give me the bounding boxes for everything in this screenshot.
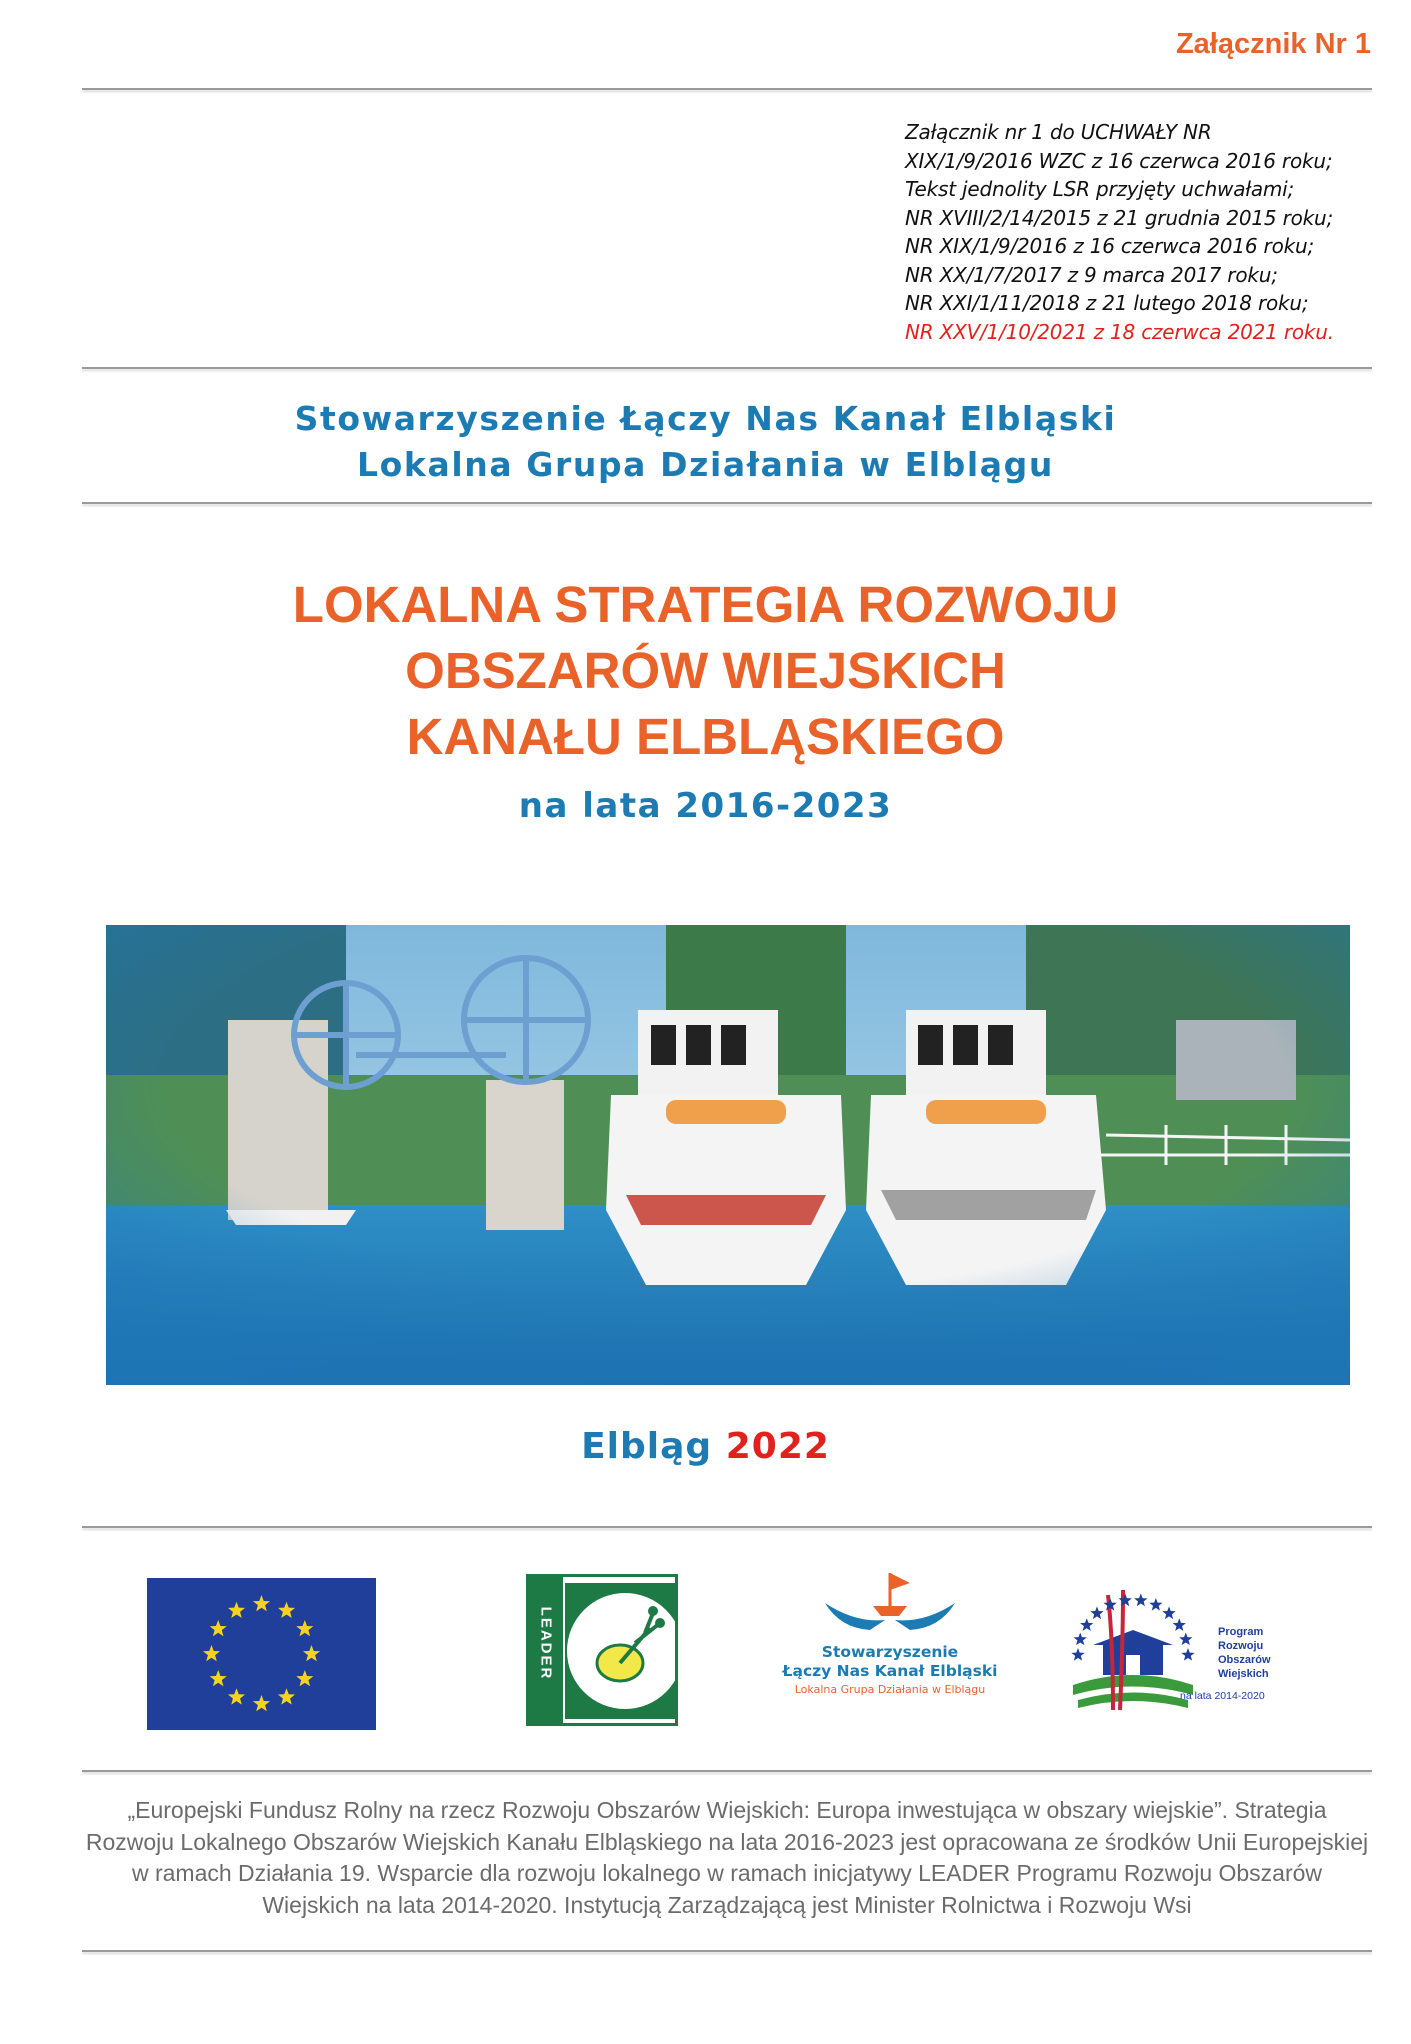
- document-subtitle: na lata 2016-2023: [518, 786, 893, 826]
- association-logo-line2: Łączy Nas Kanał Elbląski: [782, 1662, 998, 1680]
- divider-bottom: [82, 1950, 1372, 1952]
- prow-star-icon: [1181, 1648, 1194, 1661]
- association-logo: [770, 1568, 1010, 1728]
- divider: [82, 502, 1372, 504]
- association-lgd: Lokalna Grupa Działania w Elblągu: [357, 445, 1054, 484]
- association-logo-line3: Lokalna Grupa Działania w Elblągu: [794, 1683, 986, 1696]
- funding-notice: „Europejski Fundusz Rolny na rzecz Rozwoju Obszarów Wiejskich: Europa inwestująca w obszary wiejskie”. Strategia Rozwoju Lokalnego Obszarów Wiejskich Kanału Elbląskiego na lata 2016-2023 jest opracowana ze środków Unii Europejskiej w ramach Działania 19. Wsparcie dla rozwoju lokalnego w ramach inicjatywy LEADER Programu Rozwoju Obszarów Wiejskich na lata 2014-2020. Instytucją Zarządzającą jest Minister Rolnictwa i Rozwoju Wsi: [85, 1797, 1369, 1918]
- resolution-line: Załącznik nr 1 do UCHWAŁY NR: [905, 120, 1212, 144]
- year: 2022: [725, 1426, 830, 1467]
- resolution-line: XIX/1/9/2016 WZC z 16 czerwca 2016 roku;: [905, 148, 1333, 173]
- document-title: [0, 572, 1411, 770]
- leader-logo-text: LEADER: [537, 1606, 555, 1681]
- prow-star-icon: [1134, 1594, 1147, 1607]
- canal-boats-photo: [106, 925, 1350, 1385]
- title-line: KANAŁU ELBLĄSKIEGO: [406, 708, 1005, 765]
- prow-star-icon: [1071, 1648, 1084, 1661]
- resolution-line: NR XVIII/2/14/2015 z 21 grudnia 2015 roku;: [905, 205, 1334, 230]
- prow-star-icon: [1149, 1598, 1162, 1611]
- divider: [82, 1526, 1372, 1528]
- place-and-year: [0, 1426, 1411, 1467]
- resolution-line: NR XXI/1/11/2018 z 21 lutego 2018 roku;: [905, 291, 1309, 315]
- prow-logo: [1068, 1570, 1318, 1720]
- resolution-line: NR XX/1/7/2017 z 9 marca 2017 roku;: [905, 262, 1278, 287]
- prow-line2: Rozwoju: [1218, 1640, 1264, 1652]
- prow-star-icon: [1179, 1633, 1192, 1646]
- association-name: Stowarzyszenie Łączy Nas Kanał Elbląski: [294, 399, 1117, 438]
- title-line: OBSZARÓW WIEJSKICH: [405, 642, 1006, 699]
- boat-waves-icon: [815, 1568, 965, 1638]
- city: Elbląg: [581, 1426, 713, 1467]
- annex-label: Załącznik Nr 1: [1175, 28, 1371, 60]
- resolution-line: Tekst jednolity LSR przyjęty uchwałami;: [905, 177, 1295, 201]
- prow-star-icon: [1090, 1606, 1103, 1619]
- prow-star-icon: [1080, 1618, 1093, 1631]
- title-line: LOKALNA STRATEGIA ROZWOJU: [292, 576, 1119, 633]
- resolution-block: [905, 118, 1334, 346]
- resolution-line: NR XIX/1/9/2016 z 16 czerwca 2016 roku;: [905, 234, 1314, 258]
- divider-top: [82, 88, 1372, 90]
- association-logo-line1: Stowarzyszenie: [821, 1643, 959, 1661]
- divider: [82, 1770, 1372, 1772]
- prow-line4: Wiejskich: [1218, 1668, 1269, 1680]
- prow-emblem-icon: [1068, 1570, 1198, 1720]
- prow-star-icon: [1162, 1606, 1175, 1619]
- prow-star-icon: [1173, 1618, 1186, 1631]
- prow-star-icon: [1119, 1594, 1132, 1607]
- divider: [82, 367, 1372, 369]
- eu-flag-icon: [147, 1578, 376, 1730]
- resolution-line-latest: NR XXV/1/10/2021 z 18 czerwca 2021 roku.: [905, 319, 1334, 344]
- prow-line1: Program: [1218, 1626, 1264, 1638]
- prow-line5: na lata 2014-2020: [1180, 1690, 1265, 1702]
- association-heading: [0, 396, 1411, 488]
- prow-star-icon: [1074, 1633, 1087, 1646]
- prow-line3: Obszarów: [1218, 1654, 1271, 1666]
- leader-logo: [526, 1574, 678, 1726]
